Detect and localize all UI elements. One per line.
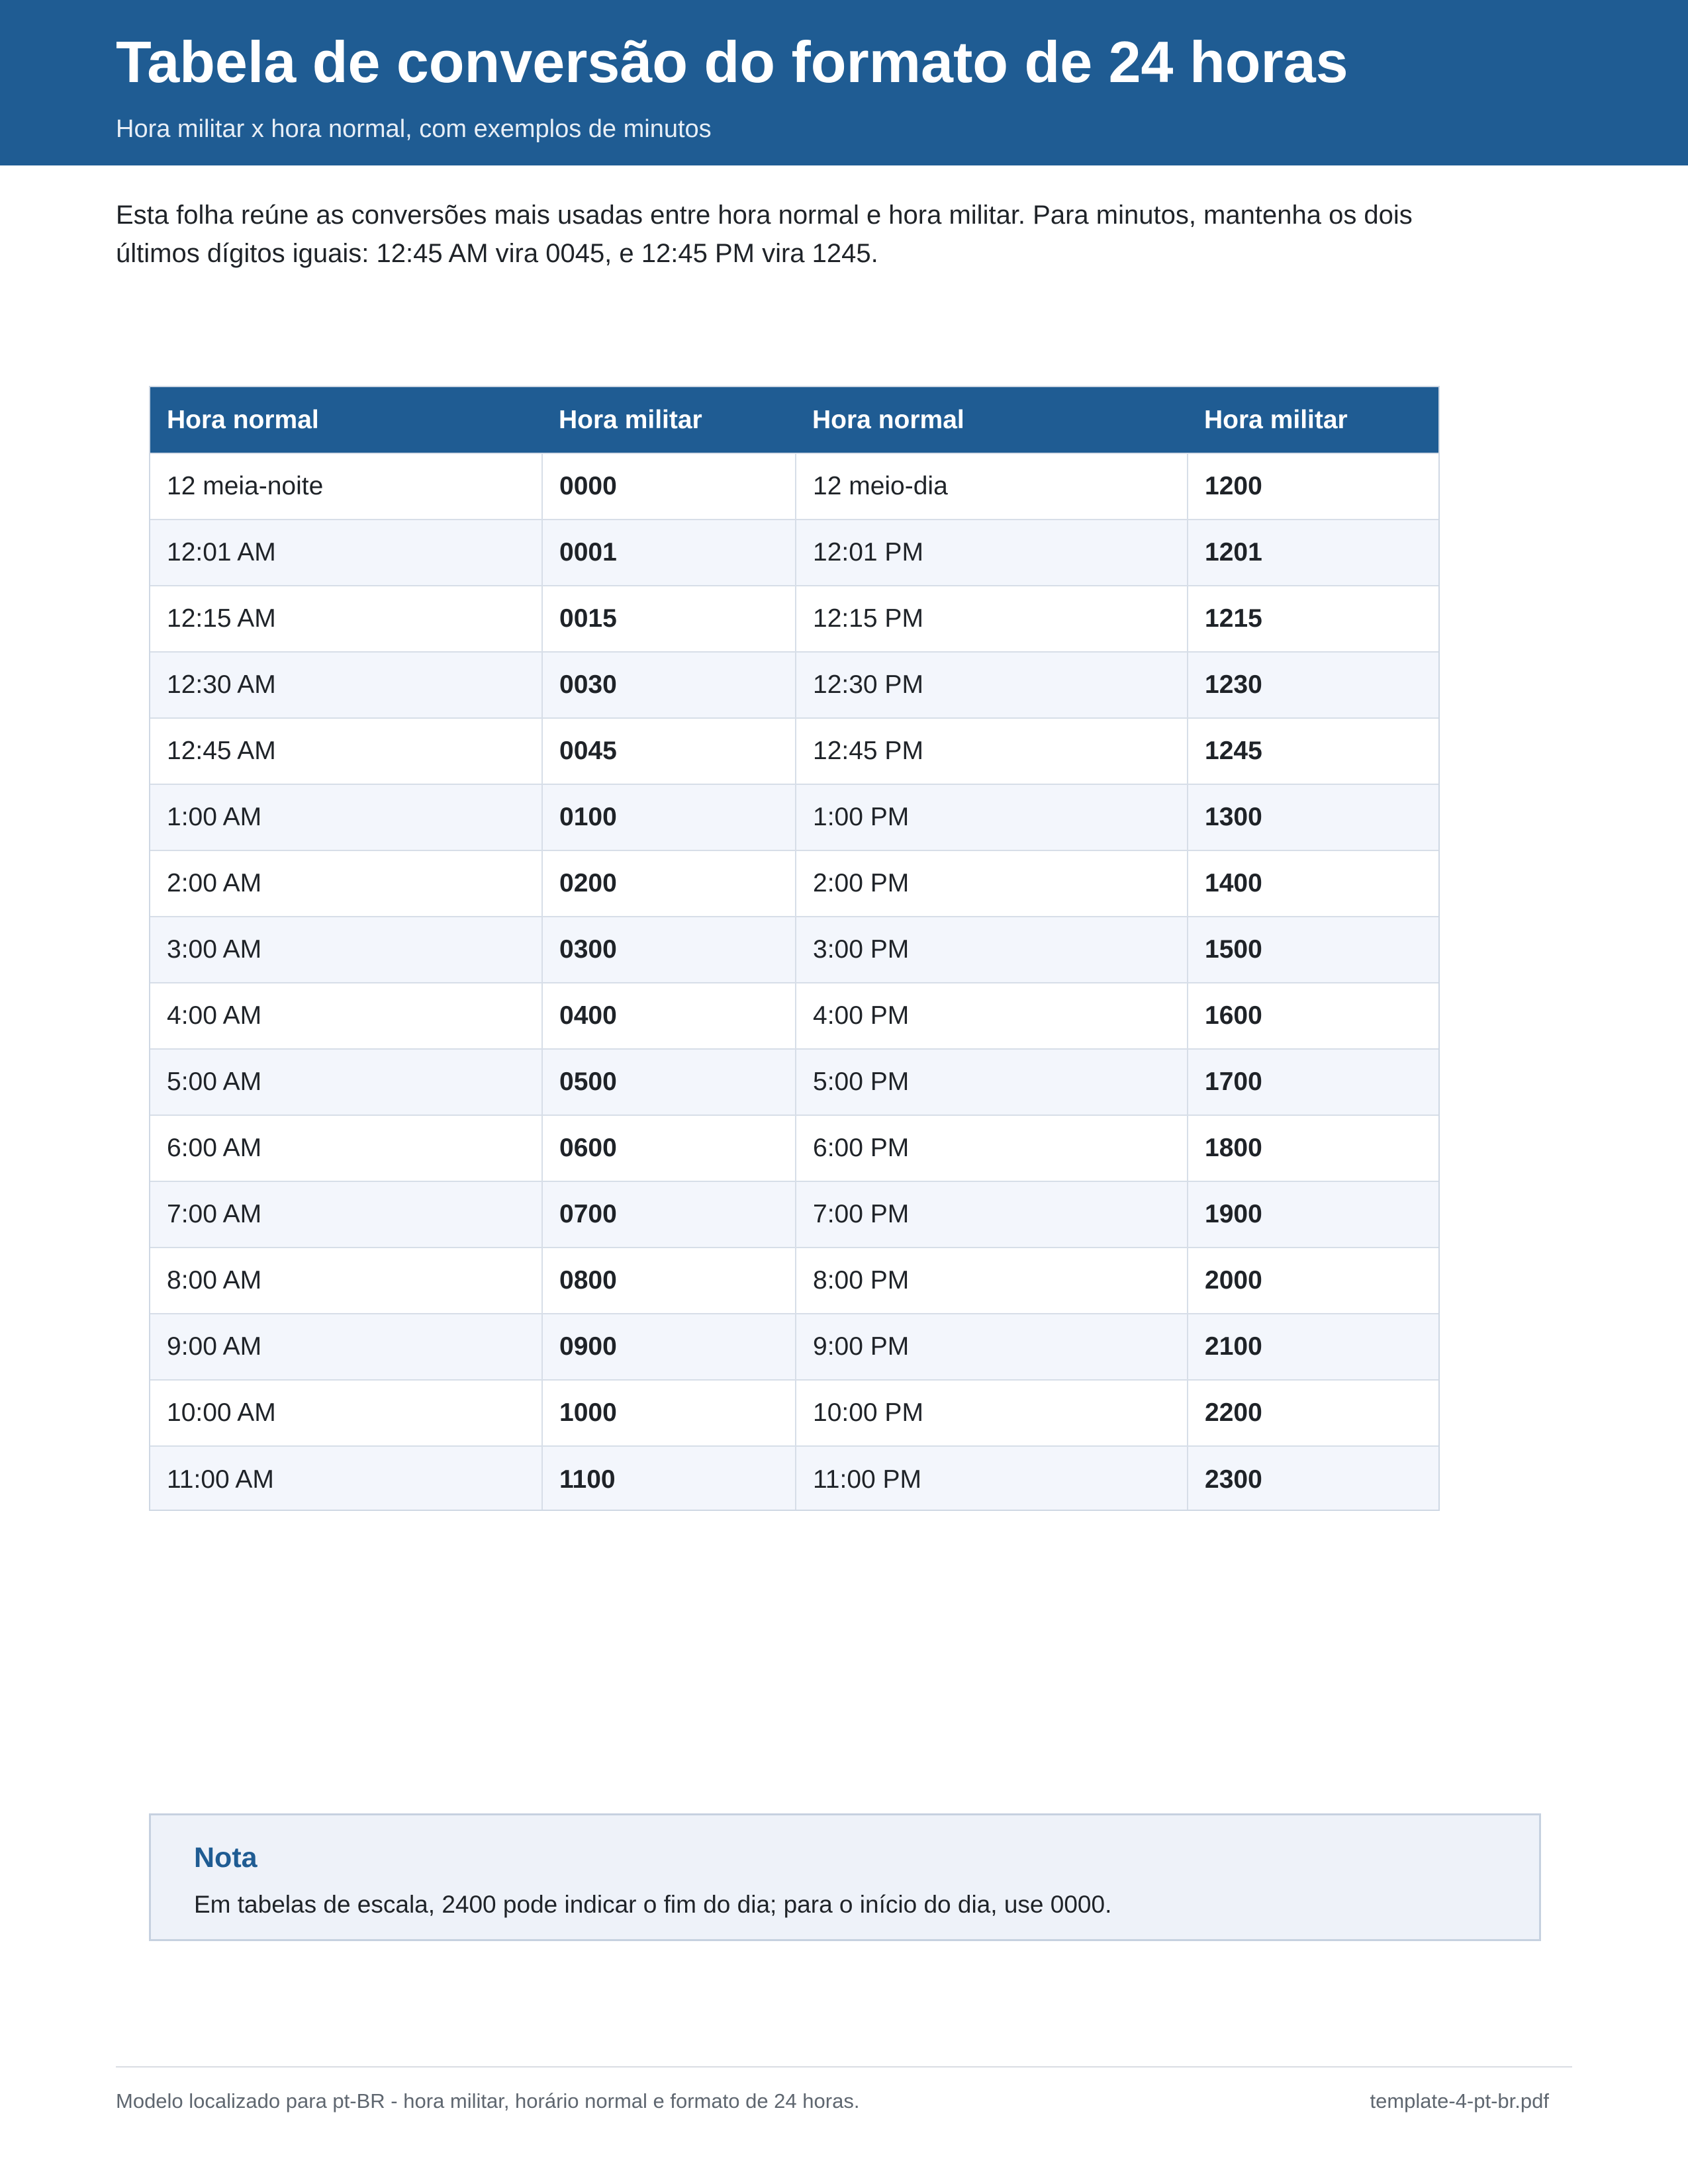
military-time-am-cell: 0015 <box>542 586 796 652</box>
military-time-pm-cell: 1500 <box>1188 917 1438 983</box>
military-time-pm-cell: 1800 <box>1188 1115 1438 1181</box>
conversion-table-container <box>149 386 1440 1511</box>
military-time-pm-cell: 1700 <box>1188 1049 1438 1115</box>
page-title: Tabela de conversão do formato de 24 horas <box>116 29 1348 95</box>
conversion-table <box>150 387 1438 1511</box>
normal-time-pm-cell: 8:00 PM <box>796 1248 1188 1314</box>
table-row <box>150 1181 1438 1248</box>
military-time-pm-cell: 1201 <box>1188 520 1438 586</box>
military-time-am-cell: 0500 <box>542 1049 796 1115</box>
table-row <box>150 784 1438 850</box>
note-title: Nota <box>194 1842 258 1874</box>
military-time-am-cell: 0300 <box>542 917 796 983</box>
normal-time-pm-cell: 9:00 PM <box>796 1314 1188 1380</box>
table-row <box>150 850 1438 917</box>
military-time-pm-cell: 1245 <box>1188 718 1438 784</box>
military-time-pm-cell: 2000 <box>1188 1248 1438 1314</box>
normal-time-am-cell: 12 meia-noite <box>167 472 324 500</box>
normal-time-am-cell: 2:00 AM <box>167 869 262 897</box>
normal-time-am-cell: 1:00 AM <box>167 803 262 831</box>
table-row <box>150 1446 1438 1511</box>
military-time-am-cell: 0045 <box>542 718 796 784</box>
normal-time-am-cell: 7:00 AM <box>167 1200 262 1228</box>
table-body <box>150 453 1438 1511</box>
military-time-am-cell: 0700 <box>542 1181 796 1248</box>
military-time-am-cell: 0000 <box>542 453 796 520</box>
normal-time-am-cell: 12:01 AM <box>167 538 276 567</box>
intro-paragraph: Esta folha reúne as conversões mais usadas entre hora normal e hora militar. Para minutos, mantenha os dois últimos dígitos iguais: 12:45 AM vira 0045, e 12:45 PM vira 1245. <box>116 201 1413 268</box>
normal-time-pm-cell: 5:00 PM <box>796 1049 1188 1115</box>
note-text: Em tabelas de escala, 2400 pode indicar o fim do dia; para o início do dia, use 0000. <box>194 1891 1112 1918</box>
military-time-am-cell: 0030 <box>542 652 796 718</box>
military-time-pm-cell: 1300 <box>1188 784 1438 850</box>
table-row <box>150 983 1438 1049</box>
normal-time-am-cell: 12:45 AM <box>167 737 276 765</box>
military-time-am-cell: 1000 <box>542 1380 796 1446</box>
normal-time-pm-cell: 12:30 PM <box>796 652 1188 718</box>
military-time-pm-cell: 2300 <box>1188 1446 1438 1511</box>
military-time-pm-cell: 1400 <box>1188 850 1438 917</box>
normal-time-pm-cell: 7:00 PM <box>796 1181 1188 1248</box>
normal-time-pm-cell: 10:00 PM <box>796 1380 1188 1446</box>
normal-time-pm-cell: 4:00 PM <box>796 983 1188 1049</box>
footer-description: Modelo localizado para pt-BR - hora militar, horário normal e formato de 24 horas. <box>116 2089 860 2113</box>
military-time-am-cell: 0200 <box>542 850 796 917</box>
table-row <box>150 586 1438 652</box>
normal-time-am-cell: 11:00 AM <box>167 1465 274 1494</box>
table-row <box>150 917 1438 983</box>
footer-filename: template-4-pt-br.pdf <box>1370 2089 1549 2113</box>
military-time-am-cell: 1100 <box>542 1446 796 1511</box>
normal-time-pm-cell: 12:01 PM <box>796 520 1188 586</box>
footer-divider <box>116 2066 1572 2068</box>
military-time-am-cell: 0001 <box>542 520 796 586</box>
column-header-normal-pm: Hora normal <box>796 387 1188 453</box>
military-time-pm-cell: 1600 <box>1188 983 1438 1049</box>
normal-time-am-cell: 4:00 AM <box>167 1001 262 1030</box>
normal-time-pm-cell: 12 meio-dia <box>796 453 1188 520</box>
military-time-pm-cell: 2100 <box>1188 1314 1438 1380</box>
normal-time-am-cell: 5:00 AM <box>167 1068 262 1096</box>
normal-time-pm-cell: 11:00 PM <box>796 1446 1188 1511</box>
military-time-pm-cell: 2200 <box>1188 1380 1438 1446</box>
normal-time-pm-cell: 12:45 PM <box>796 718 1188 784</box>
military-time-am-cell: 0100 <box>542 784 796 850</box>
table-row <box>150 453 1438 520</box>
normal-time-pm-cell: 3:00 PM <box>796 917 1188 983</box>
page-header <box>0 0 1688 165</box>
table-row <box>150 1248 1438 1314</box>
military-time-pm-cell: 1900 <box>1188 1181 1438 1248</box>
normal-time-am-cell: 12:15 AM <box>167 604 276 633</box>
military-time-am-cell: 0800 <box>542 1248 796 1314</box>
table-row <box>150 1115 1438 1181</box>
column-header-military-pm: Hora militar <box>1188 387 1438 453</box>
normal-time-pm-cell: 12:15 PM <box>796 586 1188 652</box>
table-row <box>150 652 1438 718</box>
military-time-am-cell: 0400 <box>542 983 796 1049</box>
normal-time-am-cell: 3:00 AM <box>167 935 262 964</box>
table-row <box>150 1380 1438 1446</box>
normal-time-pm-cell: 2:00 PM <box>796 850 1188 917</box>
table-row <box>150 1049 1438 1115</box>
military-time-am-cell: 0600 <box>542 1115 796 1181</box>
military-time-am-cell: 0900 <box>542 1314 796 1380</box>
column-header-normal-am: Hora normal <box>150 387 542 453</box>
table-row <box>150 718 1438 784</box>
table-row <box>150 1314 1438 1380</box>
normal-time-pm-cell: 1:00 PM <box>796 784 1188 850</box>
normal-time-am-cell: 12:30 AM <box>167 670 276 699</box>
page-subtitle: Hora militar x hora normal, com exemplos de minutos <box>116 115 712 143</box>
normal-time-am-cell: 10:00 AM <box>167 1398 276 1427</box>
normal-time-am-cell: 9:00 AM <box>167 1332 262 1361</box>
column-header-military-am: Hora militar <box>542 387 796 453</box>
normal-time-am-cell: 6:00 AM <box>167 1134 262 1162</box>
military-time-pm-cell: 1230 <box>1188 652 1438 718</box>
normal-time-am-cell: 8:00 AM <box>167 1266 262 1295</box>
military-time-pm-cell: 1200 <box>1188 453 1438 520</box>
note-box <box>149 1813 1541 1941</box>
military-time-pm-cell: 1215 <box>1188 586 1438 652</box>
table-row <box>150 520 1438 586</box>
normal-time-pm-cell: 6:00 PM <box>796 1115 1188 1181</box>
table-header-row <box>150 387 1438 453</box>
